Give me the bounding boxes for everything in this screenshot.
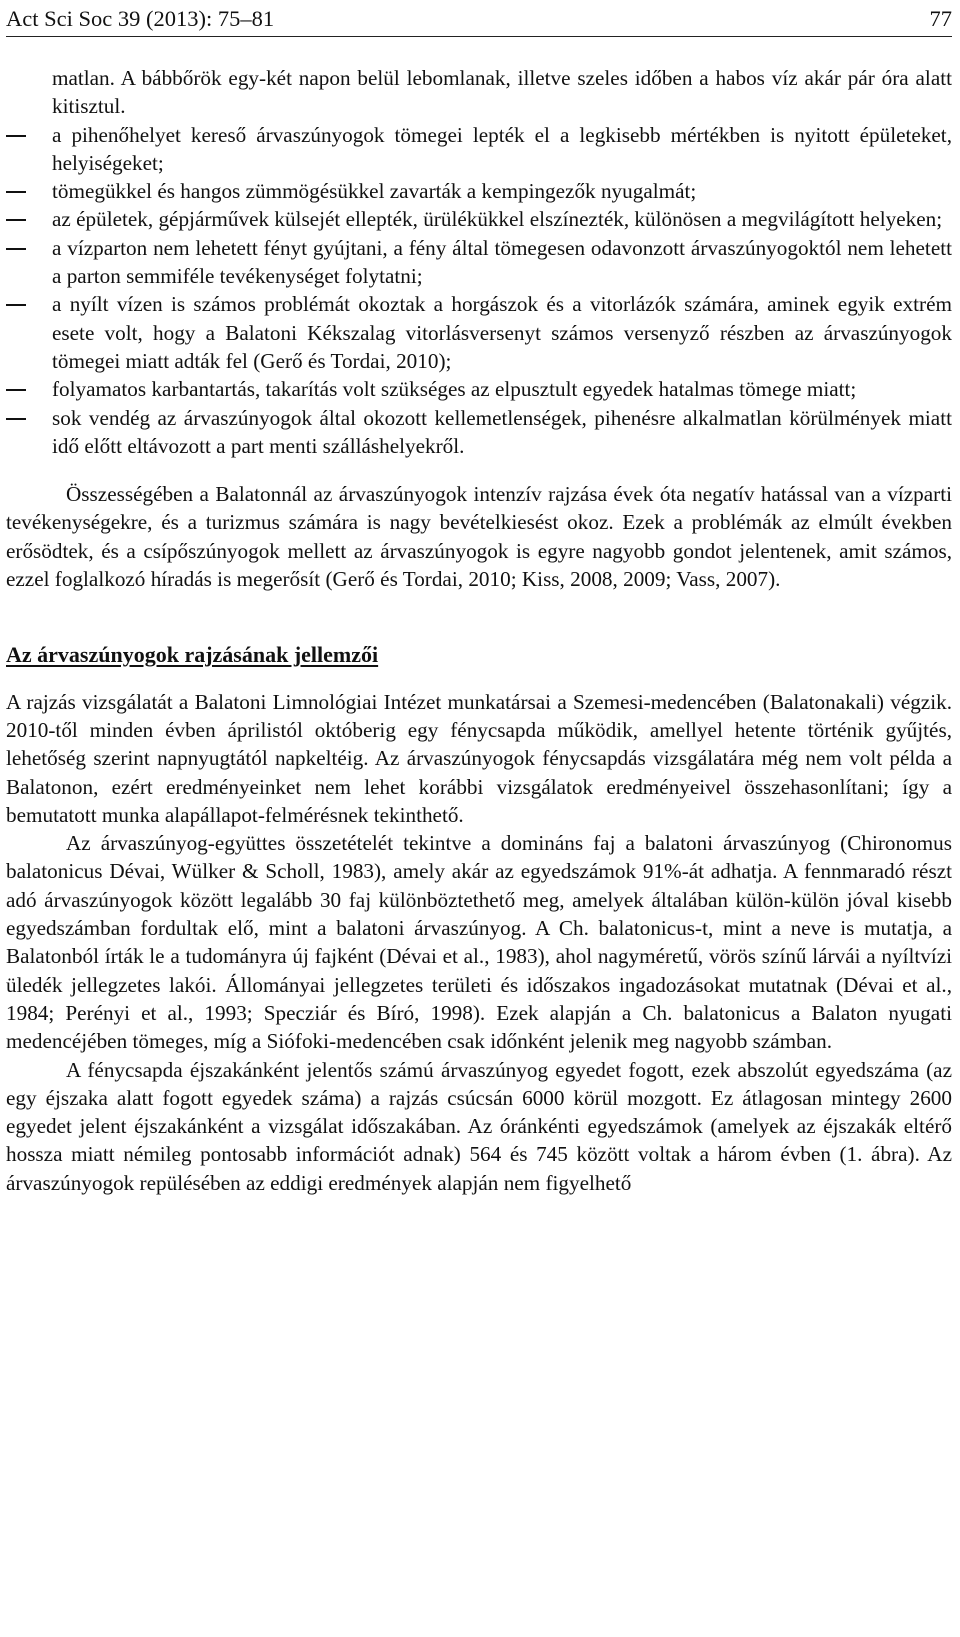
section-paragraph: Az árvaszúnyog-együttes összetételét tekintve a domináns faj a balatoni árvaszúnyog (Chironomus balatonicus Dévai, Wülker & Scholl, 1983), amely akár az egyedszámok 91%-át adhatja. A fennmaradó részt adó árvaszúnyogok között legalább 30 faj különböztethető meg, amelyek általában külön-külön jóval kisebb egyedszámban fordultak elő, mint a balatoni árvaszúnyog. A Ch. balatonicus-t, mint a neve is mutatja, a Balatonból írták le a tudományra új fajként (Dévai et al., 1983), ahol nagyméretű, vörös színű lárvái a nyíltvízi üledék jellegzetes lakói. Állományai jellegzetes területi és időszakos ingadozásokat mutatnak (Dévai et al., 1984; Perényi et al., 1993; Specziár és Bíró, 1998). Ezek alapján a Ch. balatonicus a Balaton nyugati medencéjében tömeges, míg a Siófoki-medencében csak időnként jelenik meg nagyobb számban. [6,831,952,1054]
dash-bullet-icon [6,248,26,250]
section-heading: Az árvaszúnyogok rajzásának jellemzői [6,642,379,668]
list-item [6,290,952,375]
list-item [6,404,952,461]
list-item-text: a nyílt vízen is számos problémát okoztak a horgászok és a vitorlázók számára, aminek egyik extrém esete volt, hogy a Balatoni Kékszalag vitorlásversenyt számos versenyző részben az árvaszúnyogok tömegei miatt adták fel (Gerő és Tordai, 2010); [52,292,952,373]
continued-list-text: matlan. A bábbőrök egy-két napon belül lebomlanak, illetve szeles időben a habos víz akár pár óra alatt kitisztul. [52,66,952,119]
list-item-text: tömegükkel és hangos zümmögésükkel zavarták a kempingezők nyugalmát; [52,179,697,204]
dash-bullet-icon [6,191,26,193]
list-item-text: sok vendég az árvaszúnyogok által okozott kellemetlenségek, pihenésre alkalmatlan körülmények miatt idő előtt eltávozott a part menti szálláshelyekről. [52,405,952,458]
journal-citation: Act Sci Soc 39 (2013): 75–81 [6,6,275,31]
section-paragraph: A fénycsapda éjszakánként jelentős számú árvaszúnyog egyedet fogott, ezek abszolút egyedszáma (az egy éjszaka alatt fogott egyedek száma) a rajzás csúcsán 6000 körül mozgott. Ez átlagosan mintegy 2600 egyedet jelent éjszakánként a vizsgálat időszakában. Az óránkénti egyedszámok (amelyek az éjszakák eltérő hossza miatt némileg pontosabb információt adnak) 564 és 745 között voltak a három évben (1. ábra). Az árvaszúnyogok repülésében az eddigi eredmények alapján nem figyelhető [6,1057,952,1195]
list-item [6,234,952,291]
list-item [6,205,952,233]
running-header [6,2,952,37]
list-item-text: a vízparton nem lehetett fényt gyújtani, a fény által tömegesen odavonzott árvaszúnyogoktól nem lehetett a parton semmiféle tevékenységet folytatni; [52,235,952,289]
body-text [6,64,952,1197]
list-item [6,121,952,178]
spacer [6,460,952,480]
dash-bullet-icon [6,389,26,391]
section-paragraph: A rajzás vizsgálatát a Balatoni Limnológiai Intézet munkatársai a Szemesi-medencében (Balatonakali) végzik. 2010-től minden évben áprilistól októberig egy fénycsapda működik, amellyel hetente történik gyűjtés, lehetőség szerint napnyugtától napkeltéig. Az árvaszúnyogok fénycsapdás vizsgálatára még nem volt példa a Balatonon, ezért eredményeinket nem lehet korábbi vizsgálatok eredményeivel összehasonlítani; így a bemutatott munka alapállapot-felmérésnek tekinthető. [6,689,952,827]
impact-list [6,121,952,461]
summary-paragraph: Összességében a Balatonnál az árvaszúnyogok intenzív rajzása évek óta negatív hatással van a vízparti tevékenységekre, és a turizmus számára is nagy bevételkiesést okoz. Ezek a problémák az elmúlt években erősödtek, és a csípőszúnyogok mellett az árvaszúnyogok is egyre nagyobb gondot jelentenek, amit számos, ezzel foglalkozó híradás is megerősít (Gerő és Tordai, 2010; Kiss, 2008, 2009; Vass, 2007). [6,482,952,592]
list-item-text: a pihenőhelyet kereső árvaszúnyogok tömegei lepték el a legkisebb mértékben is nyitott épületeket, helyiségeket; [52,122,952,175]
list-item [6,375,952,403]
spacer [6,593,952,641]
list-item-text: az épületek, gépjárművek külsejét ellepték, ürülékükkel elszínezték, különösen a megvilágított helyeken; [52,207,943,232]
page-number: 77 [929,6,952,31]
list-item [6,177,952,205]
list-item-text: folyamatos karbantartás, takarítás volt szükséges az elpusztult egyedek hatalmas tömege miatt; [52,377,857,402]
dash-bullet-icon [6,304,26,306]
dash-bullet-icon [6,135,26,137]
dash-bullet-icon [6,418,26,420]
dash-bullet-icon [6,219,26,221]
